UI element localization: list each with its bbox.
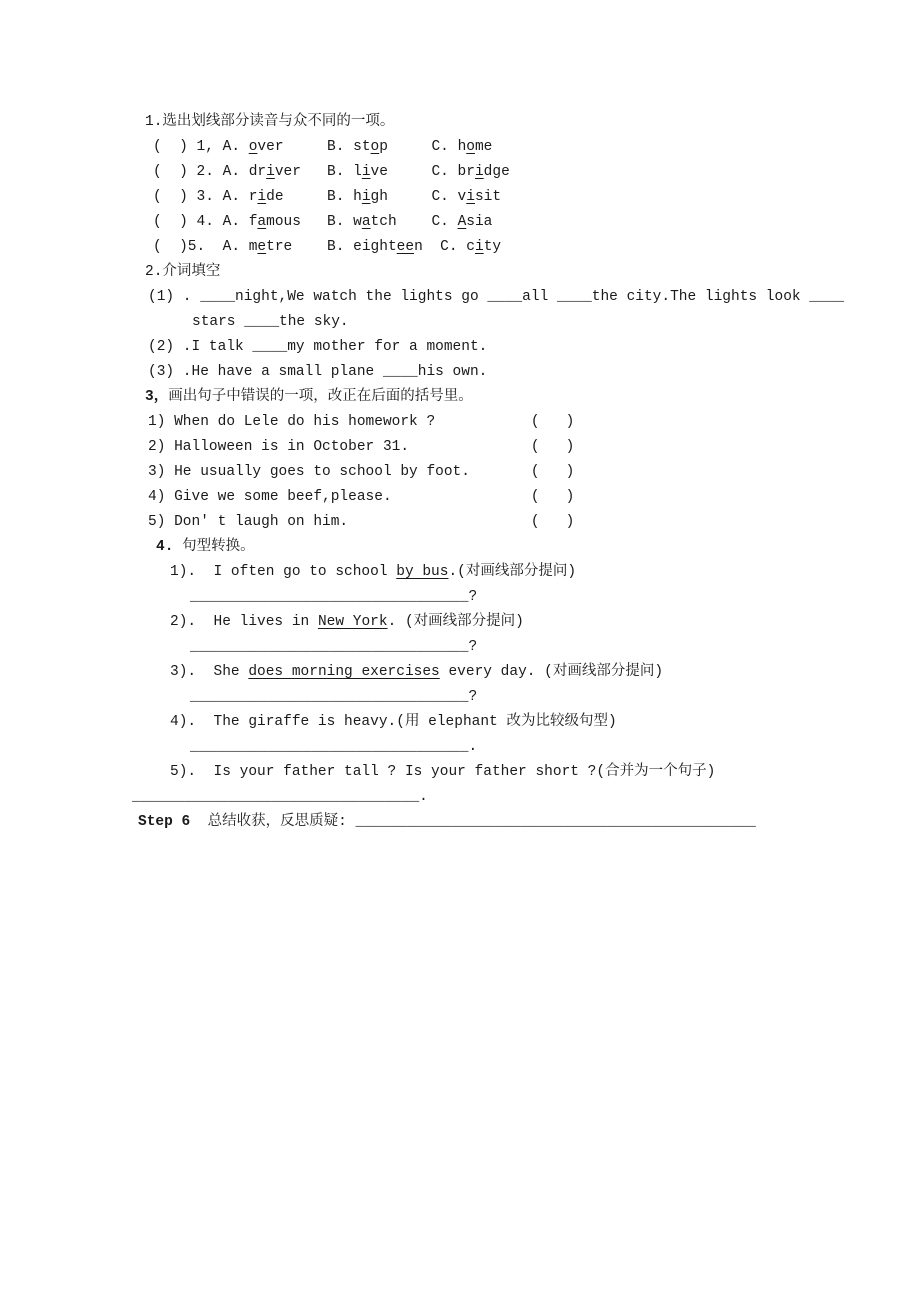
step6-summary-line: Step 6 总结收获，反思质疑: ______________________________________________ [138,814,756,830]
phonics-row-3: ( ) 3. A. ride B. high C. visit [153,189,502,205]
transform-answer-blank-4: ________________________________. [190,739,478,755]
section-2-title: 2.介词填空 [145,264,221,280]
transform-question-3: 3). She does morning exercises every day. (对画线部分提问) [170,664,664,680]
transform-question-1: 1). I often go to school by bus.(对画线部分提问) [170,564,577,580]
phonics-row-1: ( ) 1, A. over B. stop C. home [153,139,493,155]
transform-answer-blank-5: _________________________________. [132,789,428,805]
transform-answer-blank-3: ________________________________? [190,689,478,705]
phonics-row-2: ( ) 2. A. driver B. live C. bridge [153,164,510,180]
transform-answer-blank-2: ________________________________? [190,639,478,655]
transform-answer-blank-1: ________________________________? [190,589,478,605]
section-3-title: 3，画出句子中错误的一项，改正在后面的括号里。 [145,389,473,405]
error-correction-row-1: 1) When do Lele do his homework ? ( ) [148,414,575,430]
prep-fill-line-3: (3) .He have a small plane ____his own. [148,364,488,380]
error-correction-row-4: 4) Give we some beef,please. ( ) [148,489,575,505]
error-correction-row-2: 2) Halloween is in October 31. ( ) [148,439,575,455]
error-correction-row-3: 3) He usually goes to school by foot. ( ) [148,464,575,480]
transform-question-4: 4). The giraffe is heavy.(用 elephant 改为比较级句型) [170,714,617,730]
prep-fill-line-1: (1) . ____night,We watch the lights go ____all ____the city.The lights look ____ [148,289,845,305]
prep-fill-line-1-cont: stars ____the sky. [192,314,349,330]
prep-fill-line-2: (2) .I talk ____my mother for a moment. [148,339,488,355]
section-4-title: 4. 句型转换。 [156,539,255,555]
error-correction-row-5: 5) Don' t laugh on him. ( ) [148,514,575,530]
section-1-title: 1.选出划线部分读音与众不同的一项。 [145,114,395,130]
transform-question-2: 2). He lives in New York. (对画线部分提问) [170,614,524,630]
phonics-row-5: ( )5. A. metre B. eighteen C. city [153,239,502,255]
transform-question-5: 5). Is your father tall ? Is your father short ?(合并为一个句子) [170,764,716,780]
phonics-row-4: ( ) 4. A. famous B. watch C. Asia [153,214,493,230]
